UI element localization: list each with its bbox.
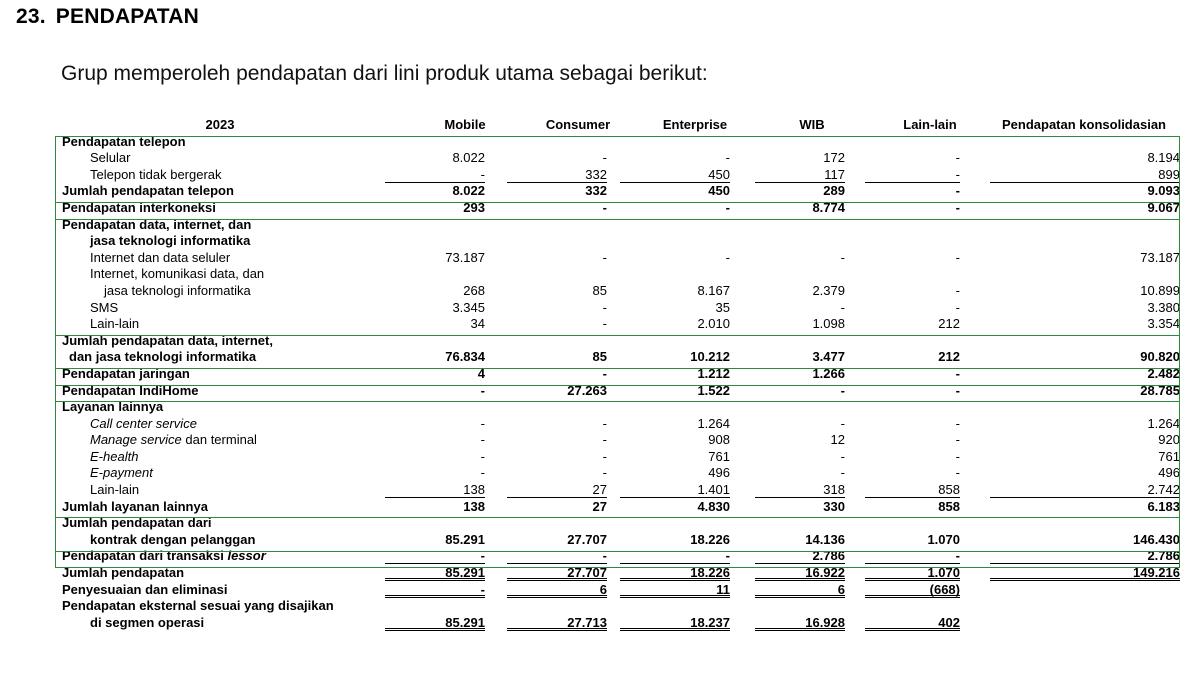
value-cell: 34 [470,316,485,332]
value-cell: - [955,282,960,298]
table-row [55,184,1180,201]
value-cell: 496 [1158,465,1180,481]
table-row [55,616,1180,633]
value-cell: - [602,299,607,315]
value-cell: 858 [938,498,960,514]
row-label: Lain-lain [90,316,140,332]
value-cell: - [865,168,960,183]
section-number: 23. [16,5,46,28]
value-cell: - [840,415,845,431]
value-cell: - [620,549,730,564]
row-label: Jumlah pendapatan [62,565,185,581]
value-cell: - [602,199,607,215]
value-cell: 10.212 [690,349,730,365]
header-cell: Mobile [444,117,486,132]
value-cell: 332 [507,168,607,183]
value-cell: 1.070 [927,531,960,547]
value-cell: 8.774 [812,199,845,215]
value-cell: 18.226 [690,531,730,547]
value-cell: 149.216 [990,566,1180,581]
table-row [55,251,1180,268]
value-cell: 27.707 [507,566,607,581]
value-cell: 293 [463,199,485,215]
value-cell: - [955,415,960,431]
value-cell: 496 [708,465,730,481]
value-cell: 12 [830,432,845,448]
value-cell: 3.380 [1147,299,1180,315]
value-cell: 450 [708,183,730,199]
value-cell: 73.187 [445,249,485,265]
value-cell: 920 [1158,432,1180,448]
value-cell: 318 [755,483,845,498]
value-cell: 3.477 [812,349,845,365]
value-cell: - [602,432,607,448]
value-cell: 1.098 [812,316,845,332]
table-row [55,168,1180,185]
value-cell: - [480,448,485,464]
value-cell: 85.291 [385,616,485,631]
table-row [55,334,1180,351]
value-cell: 761 [1158,448,1180,464]
table-row [55,284,1180,301]
table-row [55,516,1180,533]
value-cell: 332 [585,183,607,199]
value-cell: 289 [823,183,845,199]
row-label: Pendapatan dari transaksi lessor [62,548,266,564]
value-cell: - [480,382,485,398]
value-cell: 172 [823,150,845,166]
value-cell: 27.713 [507,616,607,631]
value-cell: 85.291 [445,531,485,547]
value-cell: 2.379 [812,282,845,298]
table-row [55,466,1180,483]
row-label: Pendapatan data, internet, dan [62,216,252,232]
value-cell: - [725,199,730,215]
value-cell: - [385,549,485,564]
value-cell: 27.263 [567,382,607,398]
value-cell: 1.070 [865,566,960,581]
header-cell: Consumer [545,117,611,132]
row-label: E-health [90,448,139,464]
row-label: kontrak dengan pelanggan [90,531,256,547]
value-cell: - [955,365,960,381]
value-cell: 4.830 [697,498,730,514]
row-label: di segmen operasi [90,614,205,630]
value-cell: 16.922 [755,566,845,581]
value-cell: 1.264 [1147,415,1180,431]
row-label: Internet dan data seluler [90,249,231,265]
section-title: PENDAPATAN [55,5,199,28]
value-cell: 6.183 [1147,498,1180,514]
value-cell: 28.785 [1140,382,1180,398]
value-cell: - [865,549,960,564]
row-label: Jumlah layanan lainnya [62,498,208,514]
value-cell: 1.401 [620,483,730,498]
value-cell: - [955,299,960,315]
value-cell: - [955,183,960,199]
value-cell: 11 [620,583,730,598]
value-cell: - [602,150,607,166]
table-header [55,118,1180,135]
value-cell: 10.899 [1140,282,1180,298]
row-label: Jumlah pendapatan data, internet, [62,332,273,348]
value-cell: 6 [507,583,607,598]
value-cell: 9.067 [1147,199,1180,215]
revenue-table [55,118,1180,632]
value-cell: - [725,150,730,166]
value-cell: 85.291 [385,566,485,581]
value-cell: 2.786 [990,549,1180,564]
table-row [55,384,1180,401]
row-label: jasa teknologi informatika [104,282,251,298]
value-cell: - [480,432,485,448]
value-cell: 1.212 [697,365,730,381]
value-cell: 212 [938,316,960,332]
value-cell: - [955,249,960,265]
value-cell: 8.022 [452,183,485,199]
value-cell: - [385,168,485,183]
value-cell: - [840,465,845,481]
value-cell: (668) [865,583,960,598]
value-cell: - [840,448,845,464]
row-label: Internet, komunikasi data, dan [90,266,265,282]
value-cell: 27 [507,483,607,498]
value-cell: 1.522 [697,382,730,398]
value-cell: 27.707 [567,531,607,547]
value-cell: - [602,448,607,464]
value-cell: 908 [708,432,730,448]
value-cell: - [480,415,485,431]
row-label: Pendapatan jaringan [62,365,190,381]
value-cell: 85 [592,349,607,365]
row-label: E-payment [90,465,153,481]
value-cell: 6 [755,583,845,598]
value-cell: - [602,465,607,481]
value-cell: 2.742 [990,483,1180,498]
row-label: Call center service [90,415,197,431]
table-row [55,218,1180,235]
value-cell: - [725,249,730,265]
row-label: Selular [90,150,131,166]
table-row [55,417,1180,434]
value-cell: - [955,199,960,215]
value-cell: 2.786 [755,549,845,564]
row-label: Layanan lainnya [62,399,164,415]
row-label: Manage service dan terminal [90,432,257,448]
value-cell: - [385,583,485,598]
value-cell: - [955,448,960,464]
value-cell: 3.345 [452,299,485,315]
value-cell: 85 [592,282,607,298]
table-row [55,483,1180,500]
value-cell: 76.834 [445,349,485,365]
value-cell: - [955,150,960,166]
table-row [55,549,1180,566]
value-cell: 73.187 [1140,249,1180,265]
header-cell: Pendapatan konsolidasian [1002,117,1166,132]
value-cell: 138 [385,483,485,498]
value-cell: 8.022 [452,150,485,166]
table-row [55,135,1180,152]
value-cell: - [840,249,845,265]
table-row [55,566,1180,583]
value-cell: 35 [715,299,730,315]
row-label: Pendapatan interkoneksi [62,199,216,215]
value-cell: 90.820 [1140,349,1180,365]
table-row [55,450,1180,467]
value-cell: 3.354 [1147,316,1180,332]
table-row [55,599,1180,616]
value-cell: 9.093 [1147,183,1180,199]
value-cell: 212 [938,349,960,365]
value-cell: 450 [620,168,730,183]
value-cell: 18.237 [620,616,730,631]
value-cell: 146.430 [1133,531,1180,547]
table-row [55,267,1180,284]
header-cell: Enterprise [662,117,728,132]
row-label: Pendapatan IndiHome [62,382,199,398]
value-cell: 858 [865,483,960,498]
value-cell: 330 [823,498,845,514]
value-cell: - [955,465,960,481]
row-label: Lain-lain [90,482,140,498]
value-cell: 117 [755,168,845,183]
row-label: Pendapatan eksternal sesuai yang disajikan [62,598,334,614]
value-cell: 899 [990,168,1180,183]
value-cell: - [840,382,845,398]
table-row [55,301,1180,318]
section-heading [16,5,199,29]
value-cell: 2.010 [697,316,730,332]
table-row [55,400,1180,417]
value-cell: 14.136 [805,531,845,547]
table-row [55,433,1180,450]
header-cell: 2023 [205,117,235,132]
value-cell: - [840,299,845,315]
row-label: Penyesuaian dan eliminasi [62,581,228,597]
table-row [55,201,1180,218]
value-cell: 402 [865,616,960,631]
row-label: dan jasa teknologi informatika [69,349,257,365]
table-row [55,234,1180,251]
table-row [55,533,1180,550]
value-cell: - [507,549,607,564]
value-cell: 18.226 [620,566,730,581]
row-label: Jumlah pendapatan dari [62,515,212,531]
value-cell: - [602,415,607,431]
value-cell: - [480,465,485,481]
value-cell: 27 [592,498,607,514]
row-label: Jumlah pendapatan telepon [62,183,234,199]
value-cell: 1.264 [697,415,730,431]
table-row [55,500,1180,517]
value-cell: 1.266 [812,365,845,381]
value-cell: 138 [463,498,485,514]
row-label: jasa teknologi informatika [90,233,251,249]
table-row [55,350,1180,367]
row-label: SMS [90,299,119,315]
value-cell: 16.928 [755,616,845,631]
header-cell: Lain-lain [903,117,957,132]
value-cell: 268 [463,282,485,298]
intro-text: Grup memperoleh pendapatan dari lini produk utama sebagai berikut: [61,62,708,85]
row-label: Telepon tidak bergerak [90,166,222,182]
value-cell: - [955,382,960,398]
value-cell: 8.194 [1147,150,1180,166]
table-row [55,367,1180,384]
value-cell: 4 [477,365,485,381]
value-cell: - [602,365,607,381]
table-row [55,317,1180,334]
value-cell: - [602,249,607,265]
value-cell: - [602,316,607,332]
row-label: Pendapatan telepon [62,133,186,149]
value-cell: 761 [708,448,730,464]
table-row [55,583,1180,600]
value-cell: 2.482 [1147,365,1180,381]
value-cell: 8.167 [697,282,730,298]
table-row [55,151,1180,168]
header-cell: WIB [799,117,825,132]
value-cell: - [955,432,960,448]
